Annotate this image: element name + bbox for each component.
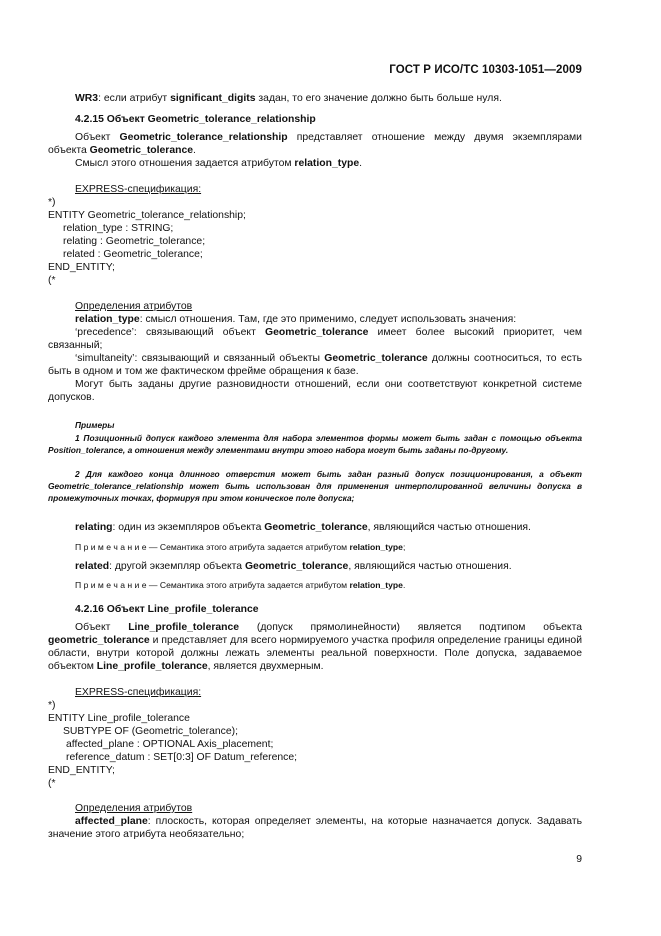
s15-related-def: related: другой экземпляр объекта Geometric_tolerance, являющийся частью отношения. xyxy=(75,561,512,572)
s15-relation-type-def: relation_type: смысл отношения. Там, где это применимо, следует использовать значения: xyxy=(75,314,517,325)
s16-intro-paragraph: Объект Line_profile_tolerance (допуск прямолинейности) является подтипом объекта geometric_tolerance и представляет для всего нормируемого участка профиля определение границы единой области, внутри которой должны лежать элементы реальной поверхности. Поле допуска, задаваемое объектом Line_profile_tolerance, является двухмерным. xyxy=(48,622,582,672)
s15-simultaneity-def: ‘simultaneity’: связывающий и связанный объекты Geometric_tolerance должны соотноситься, то есть быть в одном и том же фактическом фрейме обращения к базе. xyxy=(48,353,582,377)
s15-meaning-paragraph: Смысл этого отношения задается атрибутом relation_type. xyxy=(75,158,362,169)
example-2: 2 Для каждого конца длинного отверстия может быть задан разный допуск позиционирования, а объект Geometric_tolerance_relationship может быть использован для применения интерполированной величины допуска в промежуточных точках, формируя при этом коническое поле допуска; xyxy=(48,469,582,503)
section-heading-4-2-16: 4.2.16 Объект Line_profile_tolerance xyxy=(75,604,259,615)
s15-express-label: EXPRESS-спецификация: xyxy=(75,184,202,195)
note-relating: П р и м е ч а н и е — Семантика этого атрибута задается атрибутом relation_type; xyxy=(75,542,406,552)
s15-intro-paragraph: Объект Geometric_tolerance_relationship представляет отношение между двумя экземплярами объекта Geometric_tolerance. xyxy=(48,132,582,156)
note-related: П р и м е ч а н и е — Семантика этого атрибута задается атрибутом relation_type. xyxy=(75,580,406,590)
s16-express-label: EXPRESS-спецификация: xyxy=(75,687,202,698)
s15-relating-def: relating: один из экземпляров объекта Geometric_tolerance, являющийся частью отношения. xyxy=(75,522,531,533)
wr3-rule: WR3: если атрибут significant_digits задан, то его значение должно быть больше нуля. xyxy=(75,93,502,104)
s15-express-code: *) ENTITY Geometric_tolerance_relationship; relation_type : STRING; relating : Geometric_tolerance; related : Geometric_tolerance; END_ENTITY; (* xyxy=(48,197,246,286)
page-number: 9 xyxy=(576,854,582,865)
s15-definitions-label: Определения атрибутов xyxy=(75,301,193,312)
s16-affected-plane-def: affected_plane: плоскость, которая определяет элементы, на которые назначается допуск. Задавать значение этого атрибута необязательно; xyxy=(48,816,582,840)
s16-definitions-label: Определения атрибутов xyxy=(75,803,193,814)
examples-title: Примеры xyxy=(75,420,115,430)
s15-other-kinds: Могут быть заданы другие разновидности отношений, если они соответствуют конкретной системе допусков. xyxy=(48,379,582,403)
section-heading-4-2-15: 4.2.15 Объект Geometric_tolerance_relationship xyxy=(75,114,316,125)
s16-express-code: *) ENTITY Line_profile_tolerance SUBTYPE OF (Geometric_tolerance); affected_plane : OPTIONAL Axis_placement; reference_datum : SET[0:3] OF Datum_reference; END_ENTITY; (* xyxy=(48,700,298,789)
example-1: 1 Позиционный допуск каждого элемента для набора элементов формы может быть задан с помощью объекта Position_tolerance, а отношения между элементами внутри этого набора могут быть заданы по-другому. xyxy=(48,433,582,455)
page-header-title: ГОСТ Р ИСО/ТС 10303-1051—2009 xyxy=(389,64,582,76)
s15-precedence-def: ‘precedence’: связывающий объект Geometric_tolerance имеет более высокий приоритет, чем связанный; xyxy=(48,327,582,351)
